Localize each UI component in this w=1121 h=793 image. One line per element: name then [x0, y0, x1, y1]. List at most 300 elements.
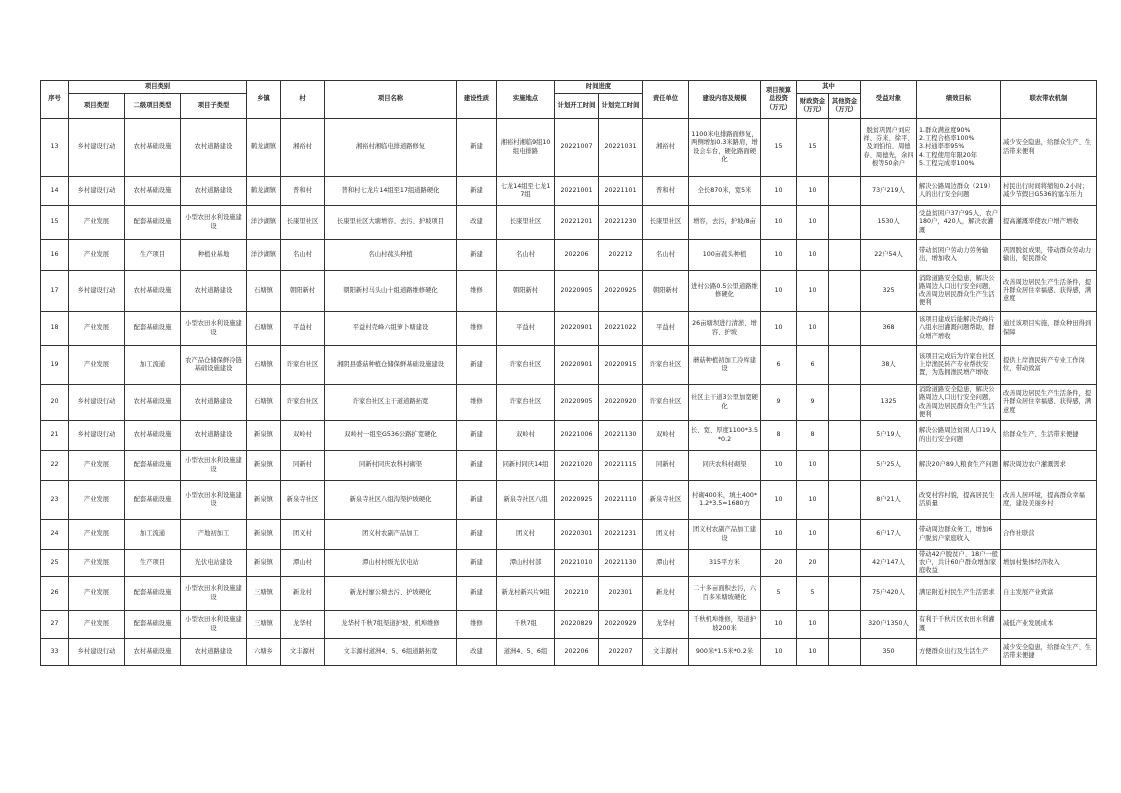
table-row	[41, 520, 1097, 550]
cell-beneficiary: 325	[861, 271, 917, 312]
cell-town: 石塘镇	[247, 385, 281, 421]
cell-responsible: 文丰源村	[643, 639, 689, 666]
cell-town: 鹤龙湖镇	[247, 119, 281, 177]
cell-seq: 22	[41, 451, 69, 481]
cell-nature: 维修	[457, 385, 497, 421]
cell-end-time: 20221130	[599, 421, 643, 451]
cell-seq: 24	[41, 520, 69, 550]
cell-secondary-type: 加工流通	[125, 520, 181, 550]
cell-project-type: 乡村建设行动	[69, 119, 125, 177]
cell-village: 潭山村	[281, 550, 325, 577]
cell-location: 潭山村村部	[497, 550, 555, 577]
cell-project-type: 乡村建设行动	[69, 385, 125, 421]
cell-secondary-type: 生产项目	[125, 550, 181, 577]
cell-end-time: 20221101	[599, 177, 643, 206]
cell-village: 湘裕村	[281, 119, 325, 177]
cell-mechanism: 改善周边居民生产生活条件，提升群众居住幸福感、获得感，满意度	[1001, 271, 1097, 312]
cell-seq: 18	[41, 312, 69, 346]
cell-beneficiary: 5户25人	[861, 451, 917, 481]
header-nature: 建设性质	[457, 81, 497, 119]
cell-village: 双岭村	[281, 421, 325, 451]
cell-project-name: 名山村菰头种植	[325, 240, 457, 271]
cell-project-type: 产业发展	[69, 577, 125, 611]
cell-village: 新龙村	[281, 577, 325, 611]
cell-beneficiary: 5户19人	[861, 421, 917, 451]
table-row	[41, 177, 1097, 206]
cell-nature: 维修	[457, 312, 497, 346]
cell-project-type: 产业发展	[69, 240, 125, 271]
cell-end-time: 20221231	[599, 520, 643, 550]
cell-project-name: 同新村同庆农科村砌渠	[325, 451, 457, 481]
cell-beneficiary: 42户147人	[861, 550, 917, 577]
table-row	[41, 421, 1097, 451]
cell-responsible: 新泉寺社区	[643, 481, 689, 520]
cell-start-time: 20221020	[555, 451, 599, 481]
cell-subtype: 小型农田水利设施建设	[181, 206, 247, 240]
cell-secondary-type: 配套基础设施	[125, 451, 181, 481]
project-table-sheet	[40, 80, 1096, 666]
cell-beneficiary: 6户17人	[861, 520, 917, 550]
cell-content: 进村公路0.5公里道路维修硬化	[689, 271, 761, 312]
cell-end-time: 20221115	[599, 451, 643, 481]
cell-budget: 9	[761, 385, 797, 421]
cell-town: 鹤龙湖镇	[247, 177, 281, 206]
cell-budget: 15	[761, 119, 797, 177]
cell-start-time: 20221010	[555, 550, 599, 577]
cell-fiscal: 10	[797, 177, 829, 206]
cell-location: 许家台社区	[497, 346, 555, 385]
cell-fiscal: 6	[797, 346, 829, 385]
cell-secondary-type: 农村基础设施	[125, 271, 181, 312]
cell-town: 洋沙湖镇	[247, 240, 281, 271]
cell-budget: 10	[761, 451, 797, 481]
cell-end-time: 202207	[599, 639, 643, 666]
cell-goal: 解决20户89人粮食生产问题	[917, 451, 1001, 481]
table-row	[41, 271, 1097, 312]
header-end-time: 计划完工时间	[599, 94, 643, 119]
cell-nature: 改建	[457, 206, 497, 240]
header-beneficiary: 受益对象	[861, 81, 917, 119]
cell-mechanism: 自主发展产业致富	[1001, 577, 1097, 611]
cell-beneficiary: 368	[861, 312, 917, 346]
cell-start-time: 20221001	[555, 177, 599, 206]
cell-location: 团义村	[497, 520, 555, 550]
cell-mechanism: 给群众生产、生活带来便捷	[1001, 421, 1097, 451]
cell-budget: 10	[761, 481, 797, 520]
cell-budget: 8	[761, 421, 797, 451]
header-budget: 项目预算总投资（万元）	[761, 81, 797, 119]
cell-secondary-type: 配套基础设施	[125, 206, 181, 240]
cell-location: 朝阳新村	[497, 271, 555, 312]
cell-town: 新泉镇	[247, 421, 281, 451]
cell-responsible: 双岭村	[643, 421, 689, 451]
cell-project-name: 文丰源村道洲4、5、6组道路拓宽	[325, 639, 457, 666]
cell-goal: 消除道路安全隐患，解决公路周边人口出行安全问题，改善周边居民群众生产生活便利	[917, 271, 1001, 312]
cell-mechanism: 减低产业发展成本	[1001, 611, 1097, 639]
cell-subtype: 小型农田水利设施建设	[181, 481, 247, 520]
cell-content: 900米*1.5米*0.2米	[689, 639, 761, 666]
cell-beneficiary: 320户1350人	[861, 611, 917, 639]
cell-secondary-type: 农村基础设施	[125, 639, 181, 666]
cell-other-funds	[829, 611, 861, 639]
cell-responsible: 湘裕村	[643, 119, 689, 177]
cell-village: 普和村	[281, 177, 325, 206]
cell-seq: 25	[41, 550, 69, 577]
cell-responsible: 长康里社区	[643, 206, 689, 240]
cell-content: 增容，去污，护坡/8亩	[689, 206, 761, 240]
cell-town: 新泉镇	[247, 550, 281, 577]
table-row	[41, 550, 1097, 577]
cell-goal: 解决公路周边贫困人口19人的出行安全问题	[917, 421, 1001, 451]
cell-beneficiary: 73户219人	[861, 177, 917, 206]
cell-project-type: 产业发展	[69, 451, 125, 481]
cell-village: 团义村	[281, 520, 325, 550]
header-schedule-group: 时间进度	[555, 81, 643, 94]
cell-nature: 新建	[457, 577, 497, 611]
header-category-sub: 项目子类型	[181, 94, 247, 119]
cell-mechanism: 改善人居环境，提高群众幸福度，建设美丽乡村	[1001, 481, 1097, 520]
cell-content: 100亩菰头种植	[689, 240, 761, 271]
cell-budget: 10	[761, 520, 797, 550]
header-among-group: 其中	[797, 81, 861, 94]
cell-fiscal: 15	[797, 119, 829, 177]
cell-project-type: 产业发展	[69, 481, 125, 520]
cell-goal: 解决公路周边群众（219）人的出行安全问题	[917, 177, 1001, 206]
cell-other-funds	[829, 385, 861, 421]
table-row	[41, 577, 1097, 611]
cell-project-name: 平益村壳峰六组萝卜塘建设	[325, 312, 457, 346]
cell-other-funds	[829, 577, 861, 611]
cell-budget: 6	[761, 346, 797, 385]
header-start-time: 计划开工时间	[555, 94, 599, 119]
cell-start-time: 20220925	[555, 481, 599, 520]
cell-subtype: 农村道路建设	[181, 177, 247, 206]
cell-project-name: 普和村七龙片14组至17组道路硬化	[325, 177, 457, 206]
cell-fiscal: 10	[797, 451, 829, 481]
cell-village: 名山村	[281, 240, 325, 271]
cell-content: 团义村农副产品加工建设	[689, 520, 761, 550]
cell-end-time: 20221110	[599, 481, 643, 520]
cell-project-name: 许家台社区主干道道路拓宽	[325, 385, 457, 421]
header-mechanism: 联农带农机制	[1001, 81, 1097, 119]
cell-nature: 新建	[457, 421, 497, 451]
cell-content: 千秋机埠维修，渠道护坡200米	[689, 611, 761, 639]
cell-start-time: 20220901	[555, 312, 599, 346]
cell-goal: 带动贫困户劳动力劳务输出，增加收入	[917, 240, 1001, 271]
table-row	[41, 639, 1097, 666]
cell-mechanism: 增加村集体经济收入	[1001, 550, 1097, 577]
cell-seq: 27	[41, 611, 69, 639]
cell-start-time: 20221006	[555, 421, 599, 451]
cell-seq: 17	[41, 271, 69, 312]
cell-start-time: 20220901	[555, 346, 599, 385]
cell-content: 社区主干道3公里加宽硬化	[689, 385, 761, 421]
cell-project-name: 长康里社区大塘增容、去污、护坡项目	[325, 206, 457, 240]
cell-project-name: 新龙村廖公塘去污、护坡硬化	[325, 577, 457, 611]
cell-start-time: 20221007	[555, 119, 599, 177]
cell-start-time: 202206	[555, 639, 599, 666]
cell-project-type: 乡村建设行动	[69, 639, 125, 666]
cell-nature: 新建	[457, 481, 497, 520]
cell-responsible: 名山村	[643, 240, 689, 271]
cell-other-funds	[829, 206, 861, 240]
cell-location: 新泉寺社区八组	[497, 481, 555, 520]
cell-secondary-type: 农村基础设施	[125, 385, 181, 421]
cell-town: 新泉镇	[247, 451, 281, 481]
cell-start-time: 202206	[555, 240, 599, 271]
cell-responsible: 许家台社区	[643, 346, 689, 385]
cell-budget: 10	[761, 312, 797, 346]
cell-budget: 20	[761, 550, 797, 577]
cell-project-name: 朝阳新村马头山十组道路维修硬化	[325, 271, 457, 312]
table-row	[41, 481, 1097, 520]
cell-nature: 新建	[457, 550, 497, 577]
cell-village: 平益村	[281, 312, 325, 346]
cell-secondary-type: 农村基础设施	[125, 421, 181, 451]
table-row	[41, 119, 1097, 177]
header-category-group: 项目类别	[69, 81, 247, 94]
cell-fiscal: 10	[797, 639, 829, 666]
cell-end-time: 20221130	[599, 550, 643, 577]
cell-goal: 受益贫困户37户95人，农户180户，420人，解决农灌溉	[917, 206, 1001, 240]
cell-mechanism: 巩固脱贫成果，带动群众劳动力输出，促民群众	[1001, 240, 1097, 271]
header-location: 实施地点	[497, 81, 555, 119]
cell-subtype: 农村道路建设	[181, 271, 247, 312]
header-goal: 绩效目标	[917, 81, 1001, 119]
cell-seq: 21	[41, 421, 69, 451]
cell-village: 许家台社区	[281, 346, 325, 385]
cell-project-type: 产业发展	[69, 611, 125, 639]
cell-location: 同新村同庆14组	[497, 451, 555, 481]
cell-location: 道洲4、5、6组	[497, 639, 555, 666]
cell-other-funds	[829, 346, 861, 385]
cell-mechanism: 提高灌溉率使农户增产增收	[1001, 206, 1097, 240]
cell-goal: 满足附近村民生产生活需求	[917, 577, 1001, 611]
cell-beneficiary: 38人	[861, 346, 917, 385]
cell-goal: 带动周边群众务工，增加6户脱贫户家庭收入	[917, 520, 1001, 550]
cell-secondary-type: 农村基础设施	[125, 119, 181, 177]
cell-goal: 消除道路安全隐患，解决公路周边人口出行安全问题，改善周边居民群众生产生活便利	[917, 385, 1001, 421]
cell-fiscal: 20	[797, 550, 829, 577]
cell-content: 315平方米	[689, 550, 761, 577]
cell-goal: 有利于千秋片区农田水利灌溉	[917, 611, 1001, 639]
cell-beneficiary: 脱贫巩固户刘应祥、芬来、徐平、及刘怕怕、周德春、周德先，余四根等50余户	[861, 119, 917, 177]
cell-fiscal: 10	[797, 240, 829, 271]
cell-town: 石塘镇	[247, 346, 281, 385]
cell-subtype: 种植业基地	[181, 240, 247, 271]
cell-seq: 23	[41, 481, 69, 520]
cell-content: 村砌400米，填土400*1.2*3.5=1680方	[689, 481, 761, 520]
cell-goal: 该项目建成后能解决壳峰片八组水田灌溉问题帮助，群众增产增收	[917, 312, 1001, 346]
cell-seq: 16	[41, 240, 69, 271]
cell-location: 千秋7组	[497, 611, 555, 639]
cell-other-funds	[829, 481, 861, 520]
cell-location: 新龙村新兴片9组	[497, 577, 555, 611]
cell-location: 湘裕村湘临9组10组电排路	[497, 119, 555, 177]
cell-fiscal: 10	[797, 312, 829, 346]
cell-end-time: 20221022	[599, 312, 643, 346]
cell-location: 许家台社区	[497, 385, 555, 421]
cell-nature: 新建	[457, 119, 497, 177]
cell-subtype: 光伏电站建设	[181, 550, 247, 577]
cell-secondary-type: 配套基础设施	[125, 312, 181, 346]
cell-nature: 维修	[457, 271, 497, 312]
cell-village: 同新村	[281, 451, 325, 481]
cell-budget: 10	[761, 177, 797, 206]
cell-town: 三塘镇	[247, 611, 281, 639]
cell-beneficiary: 1325	[861, 385, 917, 421]
cell-goal: 1.群众满意度90% 2.工程合格率100% 3.村通率率95% 4.工程使用年限20年 5.工程完成率100%	[917, 119, 1001, 177]
cell-subtype: 农村道路建设	[181, 385, 247, 421]
cell-project-type: 产业发展	[69, 206, 125, 240]
header-category-sub2: 二级项目类型	[125, 94, 181, 119]
cell-fiscal: 10	[797, 271, 829, 312]
cell-town: 石塘镇	[247, 312, 281, 346]
cell-fiscal: 8	[797, 421, 829, 451]
cell-seq: 14	[41, 177, 69, 206]
cell-town: 新泉镇	[247, 520, 281, 550]
cell-responsible: 朝阳新村	[643, 271, 689, 312]
cell-goal: 改变村容村貌，提高居民生活质量	[917, 481, 1001, 520]
cell-other-funds	[829, 119, 861, 177]
cell-start-time: 202210	[555, 577, 599, 611]
cell-secondary-type: 加工流通	[125, 346, 181, 385]
header-content: 建设内容及规模	[689, 81, 761, 119]
cell-village: 长康里社区	[281, 206, 325, 240]
cell-subtype: 农产品仓储保鲜冷链基础设施建设	[181, 346, 247, 385]
cell-other-funds	[829, 271, 861, 312]
cell-responsible: 新龙村	[643, 577, 689, 611]
cell-end-time: 202301	[599, 577, 643, 611]
cell-other-funds	[829, 421, 861, 451]
cell-other-funds	[829, 550, 861, 577]
cell-start-time: 20221201	[555, 206, 599, 240]
cell-village: 新泉寺社区	[281, 481, 325, 520]
cell-secondary-type: 生产项目	[125, 240, 181, 271]
table-row	[41, 346, 1097, 385]
cell-content: 26亩塘坝进行清淤、增容、护坡	[689, 312, 761, 346]
cell-location: 双岭村	[497, 421, 555, 451]
cell-project-name: 双岭村一组至G536公路扩宽硬化	[325, 421, 457, 451]
cell-content: 二十多亩面积去污，六百多米塘坡硬化	[689, 577, 761, 611]
cell-project-name: 潭山村村级光伏电站	[325, 550, 457, 577]
cell-budget: 10	[761, 206, 797, 240]
cell-end-time: 202212	[599, 240, 643, 271]
cell-beneficiary: 22户54人	[861, 240, 917, 271]
cell-fiscal: 10	[797, 481, 829, 520]
table-row	[41, 240, 1097, 271]
cell-project-type: 产业发展	[69, 550, 125, 577]
cell-beneficiary: 350	[861, 639, 917, 666]
cell-responsible: 潭山村	[643, 550, 689, 577]
cell-subtype: 产地初加工	[181, 520, 247, 550]
cell-content: 蘑菇种植初加工冷库建设	[689, 346, 761, 385]
cell-responsible: 普和村	[643, 177, 689, 206]
cell-subtype: 小型农田水利设施建设	[181, 451, 247, 481]
cell-other-funds	[829, 177, 861, 206]
cell-responsible: 团义村	[643, 520, 689, 550]
cell-budget: 5	[761, 577, 797, 611]
cell-project-name: 团义村农副产品加工	[325, 520, 457, 550]
table-row	[41, 451, 1097, 481]
cell-mechanism: 合作社联营	[1001, 520, 1097, 550]
cell-seq: 26	[41, 577, 69, 611]
cell-beneficiary: 8户21人	[861, 481, 917, 520]
cell-project-type: 产业发展	[69, 346, 125, 385]
cell-subtype: 小型农田水利设施建设	[181, 611, 247, 639]
header-project-name: 项目名称	[325, 81, 457, 119]
cell-beneficiary: 1530人	[861, 206, 917, 240]
cell-location: 七龙14组至七龙17组	[497, 177, 555, 206]
cell-subtype: 农村道路建设	[181, 421, 247, 451]
cell-goal: 带动42户脱贫户、18户一般农户，共计60户群众增加家庭收益	[917, 550, 1001, 577]
cell-goal: 该项目完成后为许家台社区上岸渔民转产专业帮扶安置，为选拥渔民增产增收	[917, 346, 1001, 385]
cell-subtype: 小型农田水利设施建设	[181, 312, 247, 346]
cell-other-funds	[829, 520, 861, 550]
cell-nature: 维修	[457, 611, 497, 639]
cell-seq: 33	[41, 639, 69, 666]
cell-content: 全长870米，宽5米	[689, 177, 761, 206]
cell-secondary-type: 配套基础设施	[125, 611, 181, 639]
cell-location: 平益村	[497, 312, 555, 346]
cell-town: 石塘镇	[247, 271, 281, 312]
cell-mechanism: 减少安全隐患，给群众生产、生活带来便捷	[1001, 639, 1097, 666]
cell-fiscal: 10	[797, 206, 829, 240]
cell-beneficiary: 75户420人	[861, 577, 917, 611]
cell-project-name: 龙华村千秋7组渠道护坡、机埠维修	[325, 611, 457, 639]
cell-nature: 改建	[457, 639, 497, 666]
cell-project-name: 新泉寺社区八组沟渠护坡硬化	[325, 481, 457, 520]
cell-nature: 新建	[457, 346, 497, 385]
cell-end-time: 20220920	[599, 385, 643, 421]
cell-mechanism: 解决周边农户灌溉需求	[1001, 451, 1097, 481]
table-row	[41, 312, 1097, 346]
cell-start-time: 20220905	[555, 385, 599, 421]
cell-budget: 10	[761, 639, 797, 666]
cell-mechanism: 通过该项目实施，群众种田得到保障	[1001, 312, 1097, 346]
cell-other-funds	[829, 312, 861, 346]
cell-project-type: 乡村建设行动	[69, 421, 125, 451]
cell-fiscal: 10	[797, 611, 829, 639]
cell-project-type: 产业发展	[69, 312, 125, 346]
cell-seq: 19	[41, 346, 69, 385]
cell-end-time: 20220915	[599, 346, 643, 385]
cell-start-time: 20220301	[555, 520, 599, 550]
cell-responsible: 平益村	[643, 312, 689, 346]
cell-nature: 新建	[457, 451, 497, 481]
cell-other-funds	[829, 240, 861, 271]
cell-nature: 新建	[457, 177, 497, 206]
header-village: 村	[281, 81, 325, 119]
cell-responsible: 许家台社区	[643, 385, 689, 421]
cell-subtype: 小型农田水利设施建设	[181, 577, 247, 611]
table-row	[41, 611, 1097, 639]
cell-seq: 15	[41, 206, 69, 240]
cell-mechanism: 村民出行时间将缩短0.2小时；减少节假日G536的塞车压力	[1001, 177, 1097, 206]
cell-project-name: 湘裕村湘临电排道路修复	[325, 119, 457, 177]
cell-seq: 20	[41, 385, 69, 421]
cell-budget: 10	[761, 611, 797, 639]
cell-subtype: 农村道路建设	[181, 639, 247, 666]
cell-nature: 新建	[457, 240, 497, 271]
cell-mechanism: 提供上岸渔民转产专业工作岗位，带动致富	[1001, 346, 1097, 385]
cell-end-time: 20221230	[599, 206, 643, 240]
cell-village: 朝阳新村	[281, 271, 325, 312]
cell-mechanism: 改善周边居民生产生活条件，提升群众居住幸福感、获得感，满意度	[1001, 385, 1097, 421]
cell-end-time: 20220929	[599, 611, 643, 639]
cell-content: 1100米电排路面修复，两侧增加0.3米路肩，增设会车台，硬化路面硬化	[689, 119, 761, 177]
cell-location: 名山村	[497, 240, 555, 271]
